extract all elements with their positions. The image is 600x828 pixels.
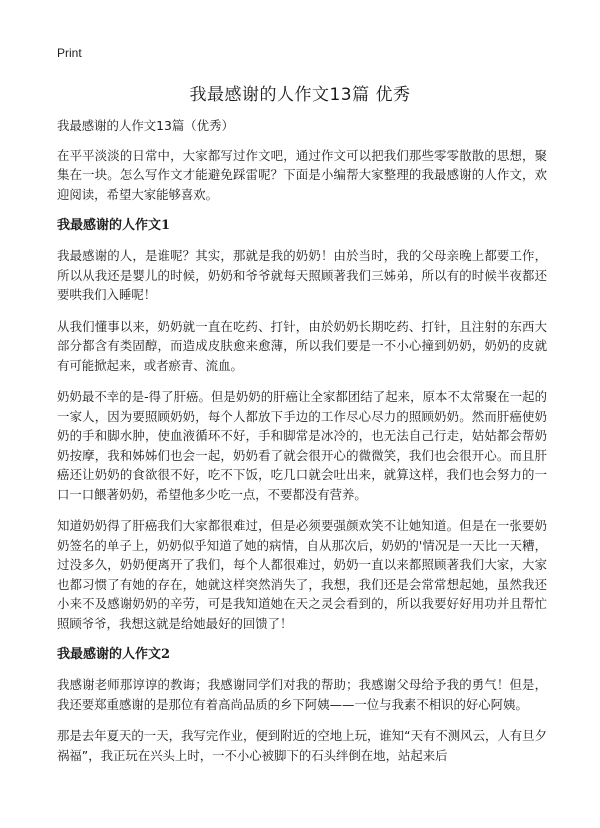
section-paragraph: 我感谢老师那谆谆的教诲；我感谢同学们对我的帮助；我感谢父母给予我的勇气！但是，我还要郑重感谢的是那位有着高尚品质的乡下阿姨——一位与我素不相识的好心阿姨。 — [57, 677, 547, 712]
section-paragraph: 从我们懂事以来，奶奶就一直在吃药、打针，由於奶奶长期吃药、打针，且注射的东西大部分都含有类固醇，而造成皮肤愈来愈薄，所以我们要是一不小心撞到奶奶，奶奶的皮就有可能掀起来，或者瘀青、流血。 — [57, 318, 547, 373]
section-paragraph: 我最感谢的人，是谁呢？其实，那就是我的奶奶！由於当时，我的父母亲晚上都要工作，所以从我还是婴儿的时候，奶奶和爷爷就每天照顾著我们三姊弟，所以有的时候半夜都还要哄我们入睡呢！ — [57, 248, 547, 302]
section-paragraph: 知道奶奶得了肝癌我们大家都很难过，但是必须要强颜欢笑不让她知道。但是在一张要奶奶签名的单子上，奶奶似乎知道了她的病情，自从那次后，奶奶的'情况是一天比一天糟，过没多久，奶奶便离开了我们，每个人都很难过，奶奶一直以来都照顾著我们大家，大家也都习惯了有她的存在，她就这样突然消失了，我想，我们还是会常常想起她，虽然我还小来不及感谢奶奶的辛劳，可是我知道她在天之灵会看到的，所以我要好好用功并且帮忙照顾爷爷，我想这就是给她最好的回馈了！ — [57, 518, 547, 631]
intro-paragraph: 在平平淡淡的日常中，大家都写过作文吧，通过作文可以把我们那些零零散散的思想，聚集在一块。怎么写作文才能避免踩雷呢？下面是小编帮大家整理的我最感谢的人作文，欢迎阅读，希望大家能够喜欢。 — [57, 147, 547, 202]
article-subtitle: 我最感谢的人作文13篇（优秀） — [57, 118, 234, 133]
section-heading: 我最感谢的人作文1 — [57, 218, 171, 233]
section-heading: 我最感谢的人作文2 — [57, 647, 171, 662]
page-title: 我最感谢的人作文13篇 优秀 — [189, 85, 411, 105]
section-paragraph: 那是去年夏天的一天，我写完作业，便到附近的空地上玩，谁知“天有不测风云，人有旦夕祸福”，我正玩在兴头上时，一不小心被脚下的石头绊倒在地，站起来后 — [57, 728, 547, 763]
print-link[interactable]: Print — [57, 46, 82, 60]
article-body — [57, 116, 547, 777]
section-paragraph: 奶奶最不幸的是-得了肝癌。但是奶奶的肝癌让全家都团结了起来，原本不太常聚在一起的一家人，因为要照顾奶奶，每个人都放下手边的工作尽心尽力的照顾奶奶。然而肝癌使奶奶的手和脚水肿，使血液循环不好，手和脚常是冰冷的，也无法自己行走，姑姑都会帮奶奶按摩，我和姊姊们也会一起，奶奶看了就会很开心的微微笑，我们也会很开心。而且肝癌还让奶奶的食欲很不好，吃不下饭，吃几口就会吐出来，就算这样，我们也会努力的一口一口餵著奶奶，希望他多少吃一点，不要都没有营养。 — [57, 389, 547, 502]
